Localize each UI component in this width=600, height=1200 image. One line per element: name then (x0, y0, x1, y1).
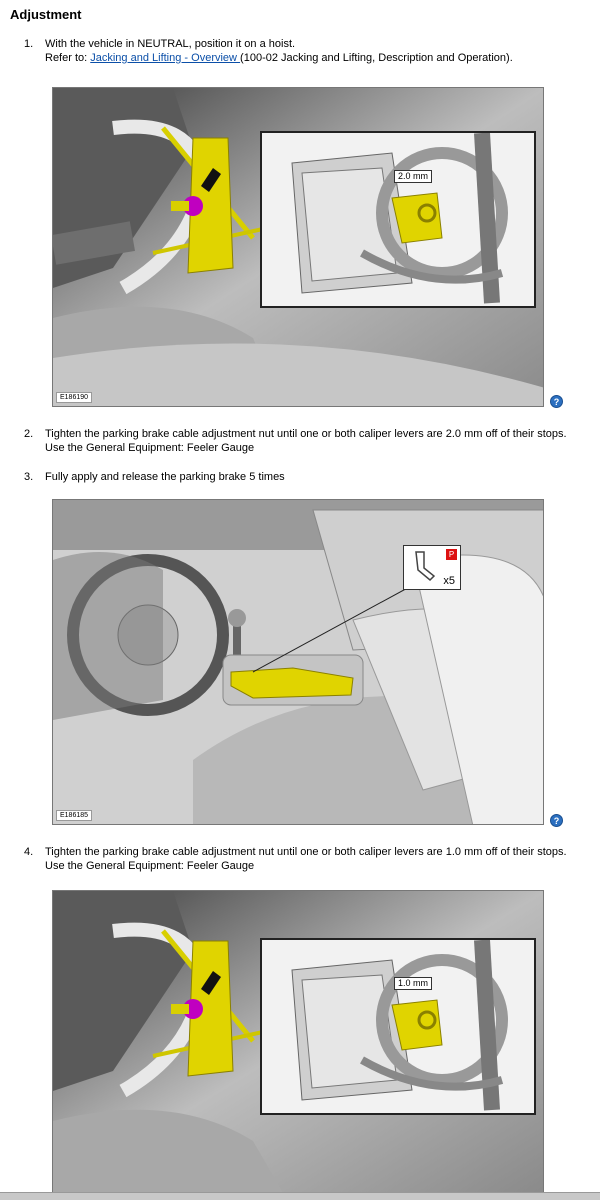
step-equipment: Use the General Equipment: Feeler Gauge (45, 860, 255, 872)
step-text: Tighten the parking brake cable adjustment nut until one or both caliper levers are 2.0 mm off of their stops. (45, 428, 567, 440)
caliper-inset (260, 131, 536, 308)
figure-caliper-adjustment-2 (52, 890, 544, 1192)
figure-parking-brake (52, 499, 544, 825)
help-icon[interactable]: ? (550, 395, 563, 408)
step-text: Fully apply and release the parking brake 5 times (45, 471, 285, 483)
horizontal-scrollbar[interactable] (0, 1192, 600, 1200)
step-equipment: Use the General Equipment: Feeler Gauge (45, 442, 255, 454)
apply-release-callout (403, 545, 461, 590)
caliper-inset (260, 938, 536, 1115)
figure-id: E186190 (56, 392, 92, 403)
step-text: Tighten the parking brake cable adjustment nut until one or both caliper levers are 1.0 mm off of their stops. (45, 846, 567, 858)
repeat-count: x5 (443, 575, 455, 587)
jacking-lifting-link[interactable]: Jacking and Lifting - Overview (90, 52, 241, 64)
parking-brake-badge: P (446, 549, 457, 560)
step-reference (45, 51, 513, 65)
caliper-illustration (262, 133, 534, 306)
step-number: 3. (24, 471, 34, 483)
help-icon[interactable]: ? (550, 814, 563, 827)
step-number: 4. (24, 846, 34, 858)
refer-suffix: (100-02 Jacking and Lifting, Description and Operation). (240, 52, 513, 64)
figure-id: E186185 (56, 810, 92, 821)
illustration-interior (53, 500, 544, 825)
figure-caliper-adjustment (52, 87, 544, 407)
step-number: 1. (24, 38, 34, 50)
lever-icon (410, 550, 440, 582)
caliper-illustration (262, 940, 534, 1113)
measurement-label: 2.0 mm (394, 170, 432, 183)
step-text: With the vehicle in NEUTRAL, position it on a hoist. (45, 38, 296, 50)
section-heading: Adjustment (10, 7, 82, 22)
step-number: 2. (24, 428, 34, 440)
measurement-label: 1.0 mm (394, 977, 432, 990)
refer-prefix: Refer to: (45, 52, 91, 64)
